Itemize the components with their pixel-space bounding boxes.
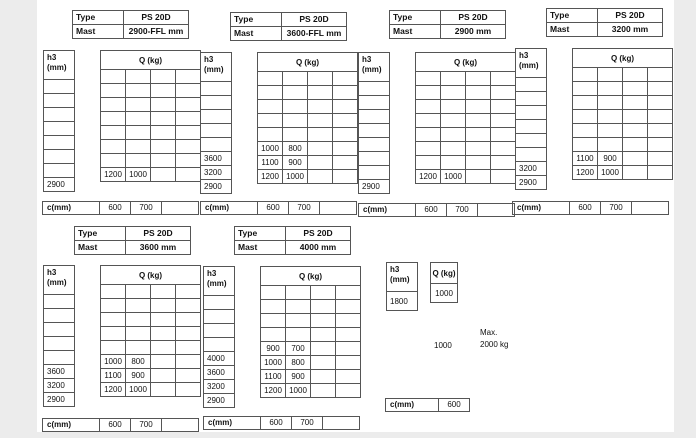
c-value: 600 [100, 202, 131, 215]
h3-value: 3600 [44, 365, 75, 379]
c-value: 600 [416, 204, 447, 217]
q-value [261, 300, 286, 314]
h3-value [44, 351, 75, 365]
mast-value: 2900-FFL mm [124, 25, 189, 39]
q-value [283, 128, 308, 142]
q-value [261, 328, 286, 342]
type-value: PS 20D [282, 13, 347, 27]
h3-value [201, 110, 232, 124]
q-value [101, 341, 126, 355]
h3-column [515, 48, 547, 190]
h3-value [44, 323, 75, 337]
type-label: Type [547, 9, 598, 23]
h3-column [386, 262, 418, 311]
h3-value [44, 309, 75, 323]
h3-value [359, 82, 390, 96]
q-value [286, 314, 311, 328]
q-value: 800 [286, 356, 311, 370]
q-value [126, 327, 151, 341]
q-header: Q (kg) [431, 263, 458, 284]
q-header: Q (kg) [573, 49, 673, 68]
h3-value [516, 92, 547, 106]
q-value [126, 140, 151, 154]
h3-value: 2900 [204, 394, 235, 408]
h3-value: 3600 [201, 152, 232, 166]
q-value [126, 313, 151, 327]
q-value [101, 154, 126, 168]
type-mast-table [74, 226, 191, 255]
c-table [512, 201, 669, 215]
q-value: 1200 [101, 168, 126, 182]
mast-value: 3600 mm [126, 241, 191, 255]
q-value [101, 140, 126, 154]
q-value: 1000 [101, 355, 126, 369]
q-value [126, 98, 151, 112]
q-value [441, 114, 466, 128]
h3-value [44, 295, 75, 309]
q-value: 1200 [101, 383, 126, 397]
h3-value: 3200 [201, 166, 232, 180]
h3-value: 2900 [359, 180, 390, 194]
type-mast-table [72, 10, 189, 39]
q-value [598, 138, 623, 152]
type-value: PS 20D [598, 9, 663, 23]
c-value: 700 [292, 417, 323, 430]
q-grid [260, 266, 361, 398]
q-value [261, 286, 286, 300]
q-value [101, 299, 126, 313]
h3-value [44, 150, 75, 164]
mast-value: 2900 mm [441, 25, 506, 39]
type-value: PS 20D [124, 11, 189, 25]
c-value: 700 [289, 202, 320, 215]
q-value [573, 82, 598, 96]
c-label: c(mm) [43, 202, 100, 215]
h3-header: h3 (mm) [387, 263, 418, 292]
q-value: 1000 [258, 142, 283, 156]
q-value [258, 100, 283, 114]
h3-value: 2900 [44, 178, 75, 192]
q-value [573, 68, 598, 82]
h3-value: 2900 [201, 180, 232, 194]
c-label: c(mm) [43, 419, 100, 432]
h3-value: 1800 [387, 292, 418, 311]
q-value: 1000 [286, 384, 311, 398]
q-value [283, 114, 308, 128]
lower-q-value: 1000 [434, 341, 452, 350]
h3-value: 3600 [204, 366, 235, 380]
c-label: c(mm) [513, 202, 570, 215]
q-value [126, 285, 151, 299]
max-label: Max. [480, 328, 498, 337]
h3-value [204, 310, 235, 324]
q-value: 700 [286, 342, 311, 356]
c-value: 700 [447, 204, 478, 217]
q-grid [257, 52, 358, 184]
c-value: 600 [261, 417, 292, 430]
h3-header: h3 (mm) [359, 53, 390, 82]
q-value [598, 110, 623, 124]
c-table [358, 203, 515, 217]
q-value [101, 98, 126, 112]
q-value [416, 114, 441, 128]
c-label: c(mm) [359, 204, 416, 217]
q-value: 1000 [126, 383, 151, 397]
h3-value [359, 152, 390, 166]
mast-value: 3200 mm [598, 23, 663, 37]
h3-value: 3200 [204, 380, 235, 394]
c-label: c(mm) [386, 399, 439, 412]
h3-column [203, 266, 235, 408]
q-value: 1000 [441, 170, 466, 184]
type-label: Type [235, 227, 286, 241]
q-value [283, 100, 308, 114]
q-value [441, 100, 466, 114]
h3-column [358, 52, 390, 194]
h3-value [204, 338, 235, 352]
mast-label: Mast [390, 25, 441, 39]
type-label: Type [231, 13, 282, 27]
h3-value [516, 148, 547, 162]
q-value [416, 128, 441, 142]
q-value [258, 86, 283, 100]
mast-label: Mast [231, 27, 282, 41]
q-value [416, 86, 441, 100]
q-value [598, 96, 623, 110]
h3-value [201, 96, 232, 110]
h3-value [201, 82, 232, 96]
q-value [283, 72, 308, 86]
c-table [203, 416, 360, 430]
q-header: Q (kg) [416, 53, 516, 72]
h3-value [516, 106, 547, 120]
h3-value [204, 296, 235, 310]
c-value: 600 [439, 399, 470, 412]
q-value [261, 314, 286, 328]
type-label: Type [73, 11, 124, 25]
h3-value [516, 134, 547, 148]
c-label: c(mm) [204, 417, 261, 430]
h3-value [44, 122, 75, 136]
h3-value [359, 124, 390, 138]
q-value [416, 142, 441, 156]
h3-value [201, 138, 232, 152]
q-value [126, 299, 151, 313]
q-grid [100, 50, 201, 182]
q-value [258, 72, 283, 86]
h3-value [516, 78, 547, 92]
q-value [126, 112, 151, 126]
q-grid [572, 48, 673, 180]
type-mast-table [230, 12, 347, 41]
q-value: 1000 [283, 170, 308, 184]
q-value: 1100 [573, 152, 598, 166]
q-value: 1000 [598, 166, 623, 180]
q-header: Q (kg) [101, 51, 201, 70]
q-value [441, 86, 466, 100]
q-value: 900 [286, 370, 311, 384]
q-value [126, 154, 151, 168]
h3-value [516, 120, 547, 134]
q-value [573, 124, 598, 138]
q-grid [430, 262, 458, 303]
h3-value: 4000 [204, 352, 235, 366]
q-value: 1100 [101, 369, 126, 383]
c-value: 700 [131, 202, 162, 215]
c-table [385, 398, 470, 412]
q-value [441, 142, 466, 156]
q-value [416, 72, 441, 86]
q-value: 1200 [261, 384, 286, 398]
c-value: 700 [131, 419, 162, 432]
q-value [441, 156, 466, 170]
q-value: 1100 [258, 156, 283, 170]
q-value [441, 72, 466, 86]
q-value: 1100 [261, 370, 286, 384]
q-grid [415, 52, 516, 184]
q-value: 900 [598, 152, 623, 166]
c-value: 600 [570, 202, 601, 215]
h3-header: h3 (mm) [44, 266, 75, 295]
h3-value: 3200 [44, 379, 75, 393]
q-value [101, 285, 126, 299]
h3-column [43, 265, 75, 407]
q-header: Q (kg) [258, 53, 358, 72]
type-mast-table [546, 8, 663, 37]
q-value [101, 126, 126, 140]
q-value: 900 [261, 342, 286, 356]
max-value: 2000 kg [480, 340, 509, 349]
h3-value [359, 96, 390, 110]
h3-column [200, 52, 232, 194]
h3-value [204, 324, 235, 338]
q-value [126, 341, 151, 355]
mast-value: 4000 mm [286, 241, 351, 255]
q-value [126, 126, 151, 140]
type-mast-table [234, 226, 351, 255]
q-value: 1200 [573, 166, 598, 180]
q-value: 900 [283, 156, 308, 170]
h3-value [201, 124, 232, 138]
h3-value [44, 108, 75, 122]
h3-value [44, 80, 75, 94]
c-label: c(mm) [201, 202, 258, 215]
c-value: 600 [258, 202, 289, 215]
h3-value [359, 138, 390, 152]
type-value: PS 20D [441, 11, 506, 25]
q-header: Q (kg) [101, 266, 201, 285]
q-value [101, 70, 126, 84]
q-value [101, 313, 126, 327]
q-value: 1200 [416, 170, 441, 184]
q-value [101, 327, 126, 341]
h3-header: h3 (mm) [204, 267, 235, 296]
type-label: Type [75, 227, 126, 241]
q-value [286, 300, 311, 314]
type-label: Type [390, 11, 441, 25]
q-value [101, 112, 126, 126]
q-value [598, 68, 623, 82]
h3-value: 2900 [516, 176, 547, 190]
q-value [101, 84, 126, 98]
c-value: 700 [601, 202, 632, 215]
h3-value [44, 94, 75, 108]
c-table [200, 201, 357, 215]
q-value [258, 128, 283, 142]
q-header: Q (kg) [261, 267, 361, 286]
mast-label: Mast [235, 241, 286, 255]
q-value [573, 96, 598, 110]
q-value: 900 [126, 369, 151, 383]
h3-column [43, 50, 75, 192]
h3-value [359, 110, 390, 124]
h3-value: 2900 [44, 393, 75, 407]
q-value [258, 114, 283, 128]
q-value [416, 156, 441, 170]
mast-value: 3600-FFL mm [282, 27, 347, 41]
q-value: 1000 [431, 284, 458, 303]
type-value: PS 20D [286, 227, 351, 241]
q-value [283, 86, 308, 100]
q-value [573, 110, 598, 124]
q-value: 1000 [261, 356, 286, 370]
q-value: 1000 [126, 168, 151, 182]
q-value [441, 128, 466, 142]
c-value: 600 [100, 419, 131, 432]
mast-label: Mast [547, 23, 598, 37]
type-value: PS 20D [126, 227, 191, 241]
q-value [126, 70, 151, 84]
q-grid [100, 265, 201, 397]
q-value [598, 82, 623, 96]
c-table [42, 418, 199, 432]
h3-value [44, 164, 75, 178]
h3-header: h3 (mm) [516, 49, 547, 78]
q-value [126, 84, 151, 98]
h3-value [359, 166, 390, 180]
q-value: 800 [126, 355, 151, 369]
type-mast-table [389, 10, 506, 39]
q-value [286, 328, 311, 342]
h3-header: h3 (mm) [201, 53, 232, 82]
h3-value [44, 136, 75, 150]
h3-value: 3200 [516, 162, 547, 176]
q-value: 1200 [258, 170, 283, 184]
h3-value [44, 337, 75, 351]
h3-header: h3 (mm) [44, 51, 75, 80]
q-value [598, 124, 623, 138]
q-value [286, 286, 311, 300]
q-value [416, 100, 441, 114]
mast-label: Mast [75, 241, 126, 255]
q-value: 800 [283, 142, 308, 156]
c-table [42, 201, 199, 215]
q-value [573, 138, 598, 152]
mast-label: Mast [73, 25, 124, 39]
